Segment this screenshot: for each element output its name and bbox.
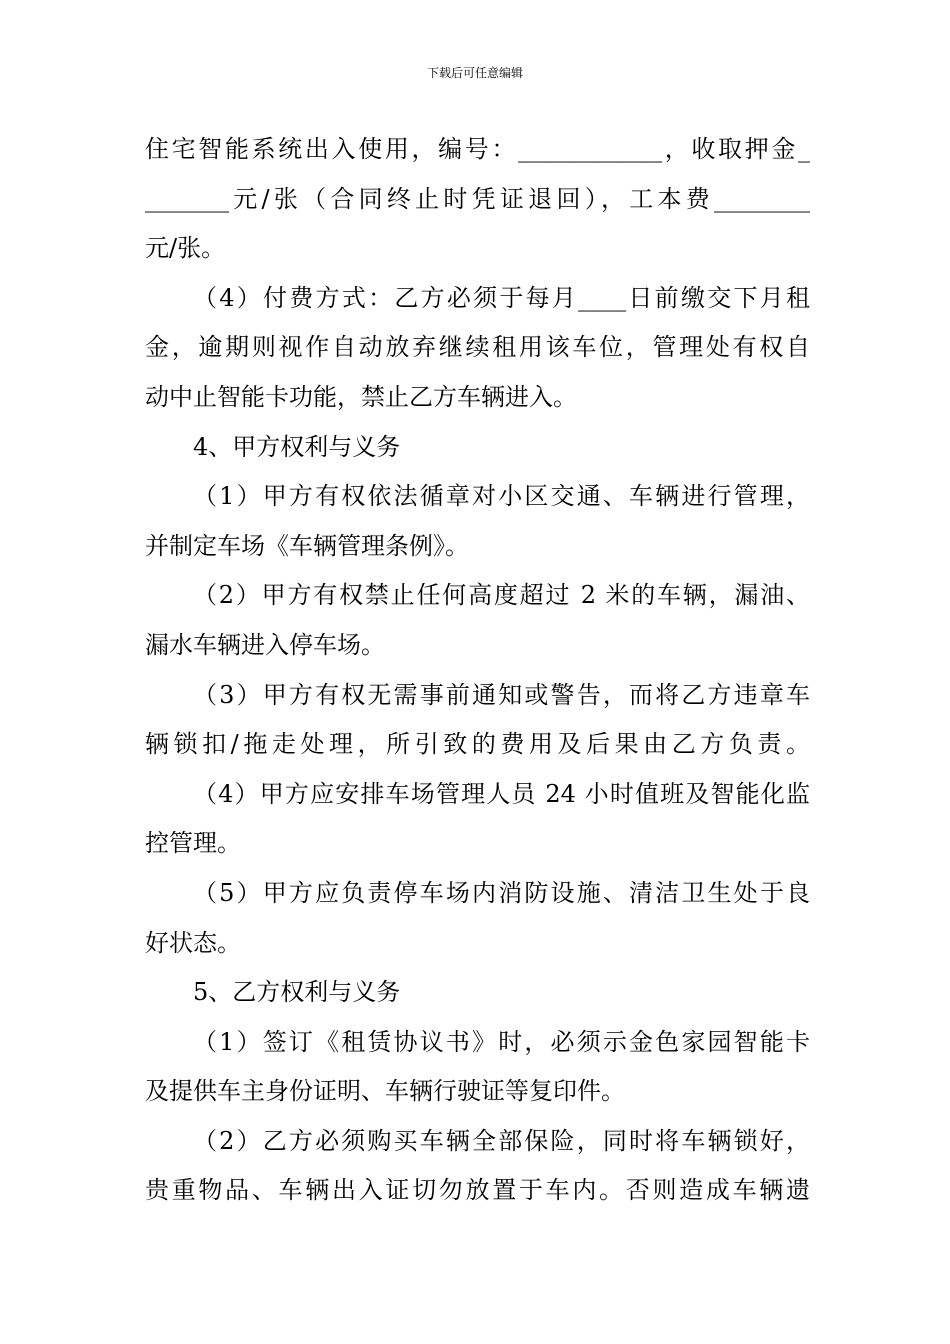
text-line: 好状态。	[145, 928, 241, 957]
text-line: （3）甲方有权无需事前通知或警告，而将乙方违章车	[193, 680, 810, 709]
page-header: 下载后可任意编辑	[426, 66, 523, 80]
text-line: （2）甲方有权禁止任何高度超过 2 米的车辆，漏油、	[193, 581, 810, 610]
text-line: 辆锁扣/拖走处理，所引致的费用及后果由乙方负责。	[145, 730, 810, 759]
text-line: （1）签订《租赁协议书》时，必须示金色家园智能卡	[193, 1027, 810, 1056]
text-line: （5）甲方应负责停车场内消防设施、清洁卫生处于良	[193, 878, 810, 907]
text-line: 元/张。	[145, 234, 226, 263]
text-line: 4、甲方权利与义务	[193, 432, 401, 461]
document-body	[145, 125, 810, 1216]
text-line: （4）甲方应安排车场管理人员 24 小时值班及智能化监	[193, 779, 810, 808]
text-line: 控管理。	[145, 829, 241, 858]
text-line: （2）乙方必须购买车辆全部保险，同时将车辆锁好，	[193, 1126, 810, 1155]
text-line: （4）付费方式：乙方必须于每月____日前缴交下月租	[193, 283, 810, 312]
text-line: 贵重物品、车辆出入证切勿放置于车内。否则造成车辆遗	[145, 1176, 810, 1205]
text-line: （1）甲方有权依法循章对小区交通、车辆进行管理，	[193, 482, 810, 511]
text-line: 漏水车辆进入停车场。	[145, 630, 385, 659]
text-line: _______元/张（合同终止时凭证退回），工本费________	[145, 184, 810, 213]
text-line: 并制定车场《车辆管理条例》。	[145, 531, 469, 560]
text-line: 5、乙方权利与义务	[193, 978, 401, 1007]
text-line: 住宅智能系统出入使用，编号：____________，收取押金_	[145, 135, 810, 163]
text-line: 金，逾期则视作自动放弃继续租用该车位，管理处有权自	[145, 333, 810, 362]
text-line: 动中止智能卡功能，禁止乙方车辆进入。	[145, 382, 577, 411]
text-line: 及提供车主身份证明、车辆行驶证等复印件。	[145, 1077, 625, 1106]
